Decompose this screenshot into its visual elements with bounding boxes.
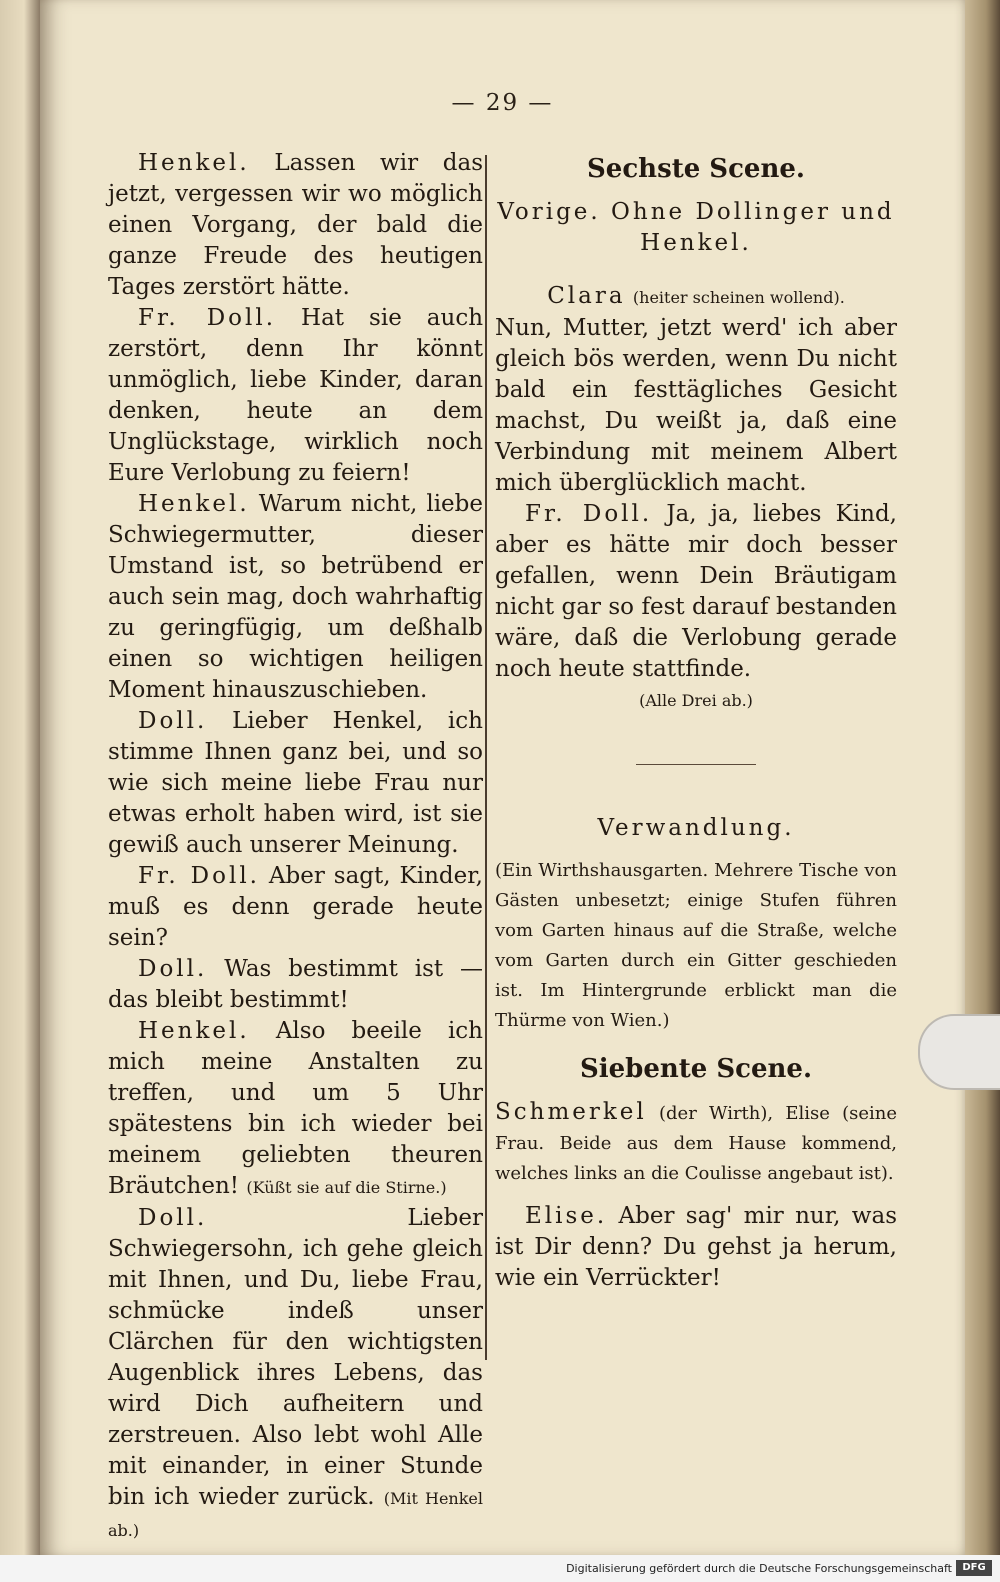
paragraph-frdoll-3	[495, 499, 897, 685]
speech-text: Hat sie auch zerstört, denn Ihr könnt unmöglich, liebe Kinder, daran denken, heute an dem Unglückstage, wirklich noch Eure Verlobung zu feiern!	[108, 305, 484, 486]
spacer	[495, 259, 897, 281]
spacer	[495, 1036, 897, 1048]
book-page	[40, 0, 965, 1555]
speech-text: Lieber Schwiegersohn, ich gehe gleich mit Ihnen, und Du, liebe Frau, schmücke indeß unser Clärchen für den wichtigsten Augenblick ihres Lebens, das wird Dich aufheitern und zerstreuen. Also lebt wohl Alle mit einander, in einer Stunde bin ich wieder zurück.	[108, 1205, 483, 1510]
speaker-label: Henkel.	[138, 1018, 250, 1044]
paragraph-frdoll-1	[108, 303, 483, 489]
speaker-label: Fr. Doll.	[525, 501, 653, 527]
spacer	[495, 1189, 897, 1201]
paragraph-henkel-3	[108, 1016, 483, 1203]
page-tab-marker	[918, 1014, 1000, 1090]
stage-direction: (Küßt sie auf die Stirne.)	[246, 1178, 447, 1197]
stage-direction: (Mit Henkel ab.)	[108, 1489, 483, 1540]
paragraph-henkel-1	[108, 148, 483, 303]
speech-text: Aber sag' mir nur, was ist Dir denn? Du gehst ja herum, wie ein Verrückter!	[495, 1203, 897, 1291]
paragraph-doll-1	[108, 706, 483, 861]
setting-description: (Ein Wirthshausgarten. Mehrere Tische von Gästen unbesetzt; einige Stufen führen vom Garten hinaus auf die Straße, welche vom Garten durch ein Gitter geschieden ist. Im Hintergrunde erblickt man die Thürme von Wien.)	[495, 860, 897, 1031]
speech-text: Also beeile ich mich meine Anstalten zu treffen, und um 5 Uhr spätestens bin ich wieder bei meinem geliebten theuren Bräutchen!	[108, 1018, 483, 1199]
column-divider	[485, 155, 487, 1360]
speaker-label: Elise.	[525, 1203, 608, 1229]
stage-direction: (heiter scheinen wollend).	[632, 288, 845, 307]
speech-text: Was bestimmt ist — das bleibt bestimmt!	[108, 956, 483, 1013]
left-column	[108, 148, 483, 1546]
spacer	[495, 844, 897, 856]
clara-intro	[495, 281, 897, 313]
scene-persons-7	[495, 1097, 897, 1189]
speaker-label: Doll.	[138, 956, 208, 982]
speaker-label: Doll.	[138, 1205, 208, 1231]
speaker-label: Henkel.	[138, 491, 250, 517]
speaker-label: Doll.	[138, 708, 208, 734]
speaker-label: Clara	[547, 283, 626, 309]
section-rule	[636, 764, 756, 765]
scene-heading-6: Sechste Scene.	[587, 154, 805, 184]
speaker-label: Fr. Doll.	[138, 863, 260, 889]
paragraph-doll-2	[108, 954, 483, 1016]
paragraph-elise-1	[495, 1201, 897, 1294]
page-number: — 29 —	[451, 90, 554, 116]
speech-text: Aber sagt, Kinder, muß es denn gerade heute sein?	[108, 863, 483, 951]
adjacent-page-edge	[0, 0, 40, 1555]
speech-text: Ja, ja, liebes Kind, aber es hätte mir doch besser gefallen, wenn Dein Bräutigam nicht gar so fest darauf bestanden wäre, daß die Verlobung gerade noch heute stattfinde.	[495, 501, 897, 682]
persons-text: (der Wirth), Elise (seine Frau. Beide aus dem Hause kommend, welches links an die Coulisse angebaut ist).	[495, 1103, 897, 1184]
book-edge	[965, 0, 1000, 1555]
scene-heading-7: Siebente Scene.	[579, 1054, 813, 1084]
speech-text: Lassen wir das jetzt, vergessen wir wo möglich einen Vorgang, der bald die ganze Freude des heutigen Tages zerstört hätte.	[108, 150, 483, 300]
paragraph-frdoll-2	[108, 861, 483, 954]
verwandlung-heading: Verwandlung.	[597, 815, 795, 841]
clara-speech: Nun, Mutter, jetzt werd' ich aber gleich bös werden, wenn Du nicht bald ein festtägliches Gesicht machst, Du weißt ja, daß eine Verbindung mit meinem Albert mich überglücklich macht.	[495, 315, 897, 496]
paragraph-doll-3	[108, 1203, 483, 1546]
footer-credit: Digitalisierung gefördert durch die Deutsche Forschungsgemeinschaft	[566, 1562, 952, 1575]
right-column	[495, 148, 897, 1294]
paragraph-henkel-2	[108, 489, 483, 706]
speaker-label: Fr. Doll.	[138, 305, 277, 331]
speaker-label: Schmerkel	[495, 1099, 647, 1125]
speech-text: Lieber Henkel, ich stimme Ihnen ganz bei, und so wie sich meine liebe Frau nur etwas erholt haben wird, ist sie gewiß auch unserer Meinung.	[108, 708, 483, 858]
scene-persons-6: Vorige. Ohne Dollinger und Henkel.	[497, 199, 895, 256]
speaker-label: Henkel.	[138, 150, 250, 176]
footer-bar	[0, 1555, 1000, 1582]
dfg-logo: DFG	[956, 1560, 992, 1576]
exit-direction: (Alle Drei ab.)	[639, 691, 753, 710]
speech-text: Warum nicht, liebe Schwiegermutter, dieser Umstand ist, so betrübend er auch sein mag, doch wahrhaftig zu geringfügig, um deßhalb einen so wichtigen heiligen Moment hinauszuschieben.	[108, 491, 483, 703]
